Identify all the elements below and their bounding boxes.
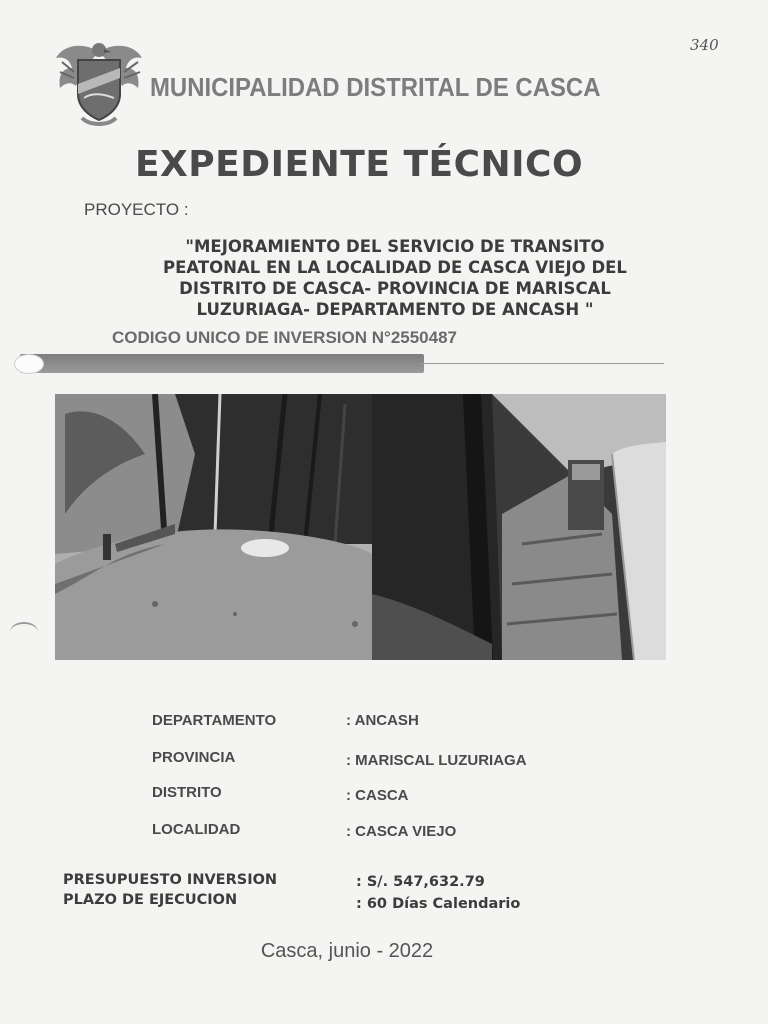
project-name — [70, 236, 720, 320]
page-number: 340 — [690, 36, 719, 54]
punch-hole — [14, 354, 44, 374]
budget-label: PRESUPUESTO INVERSION — [63, 872, 278, 888]
info-row-distrito — [0, 784, 768, 806]
info-value: : CASCA VIEJO — [346, 823, 457, 840]
site-photo-right — [372, 394, 666, 660]
document-title: EXPEDIENTE TÉCNICO — [134, 144, 584, 185]
info-value: : ANCASH — [346, 712, 419, 729]
info-label: PROVINCIA — [152, 749, 236, 766]
divider-line — [420, 363, 664, 364]
info-value: : CASCA — [346, 787, 409, 804]
project-name-line: DISTRITO DE CASCA- PROVINCIA DE MARISCAL — [179, 279, 611, 298]
project-label: PROYECTO : — [84, 200, 189, 219]
project-name-line: PEATONAL EN LA LOCALIDAD DE CASCA VIEJO DEL — [163, 258, 627, 277]
project-name-line: "MEJORAMIENTO DEL SERVICIO DE TRANSITO — [185, 237, 605, 256]
info-label: DISTRITO — [152, 784, 222, 801]
info-row-localidad — [0, 821, 768, 843]
info-value: : MARISCAL LUZURIAGA — [346, 752, 527, 769]
budget-label: PLAZO DE EJECUCION — [63, 892, 238, 908]
budget-value: : S/. 547,632.79 — [356, 874, 485, 890]
investment-code: CODIGO UNICO DE INVERSION N°2550487 — [112, 328, 458, 347]
info-row-departamento — [0, 712, 768, 734]
project-name-line: LUZURIAGA- DEPARTAMENTO DE ANCASH " — [196, 300, 594, 319]
punch-hole — [10, 622, 38, 642]
info-label: DEPARTAMENTO — [152, 712, 277, 729]
budget-value: : 60 Días Calendario — [356, 896, 521, 912]
municipal-crest-icon — [54, 38, 144, 128]
info-row-provincia — [0, 749, 768, 771]
divider-bar — [20, 354, 424, 373]
site-photo-left — [55, 394, 372, 660]
footer-date: Casca, junio - 2022 — [260, 940, 434, 962]
organization-name: MUNICIPALIDAD DISTRITAL DE CASCA — [150, 72, 601, 102]
info-label: LOCALIDAD — [152, 821, 241, 838]
